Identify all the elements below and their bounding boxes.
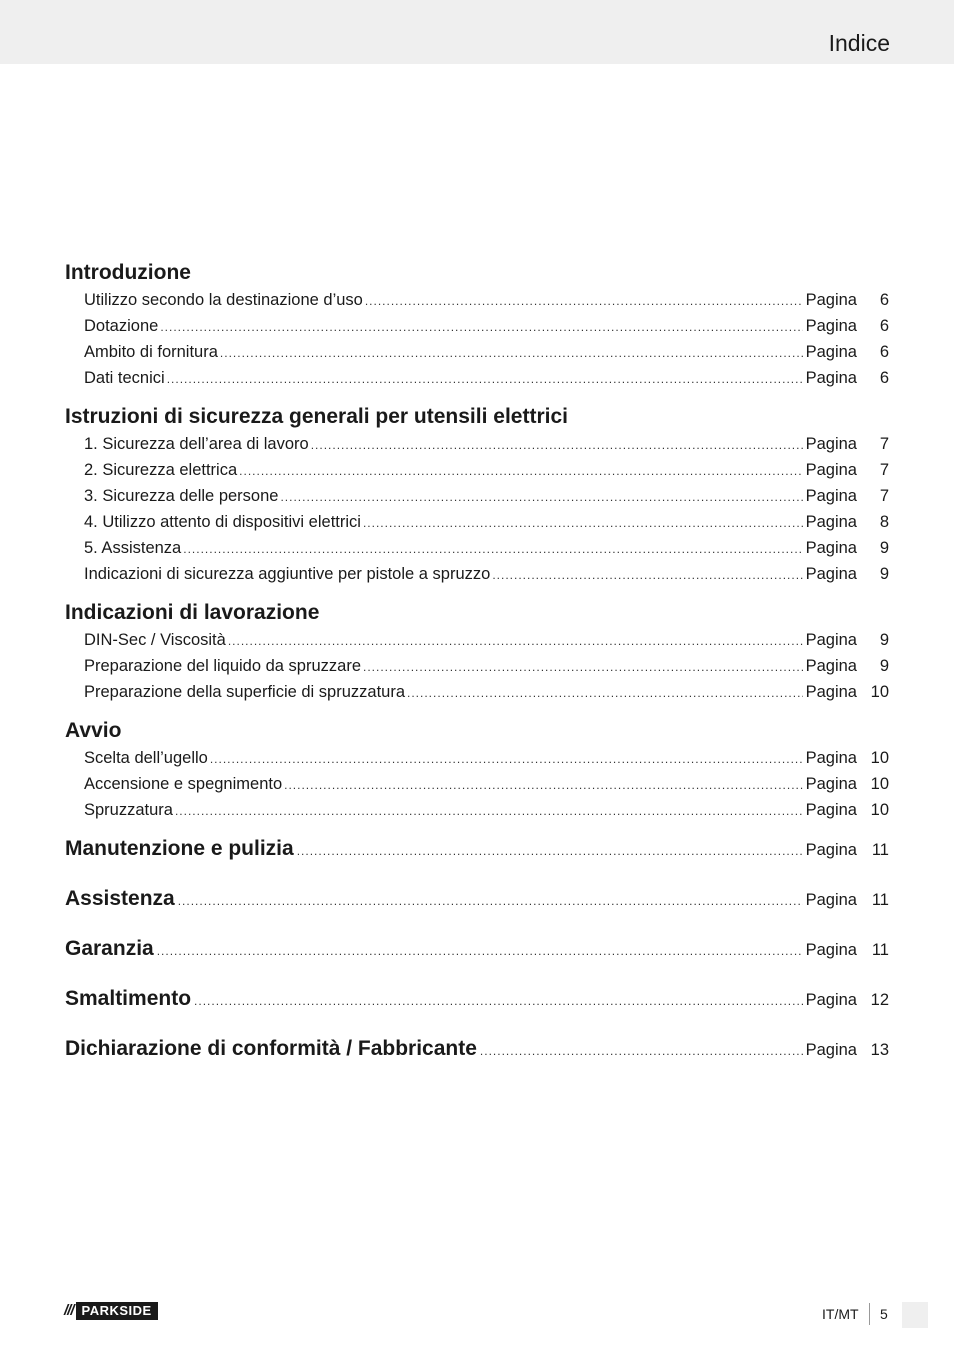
toc-entry-label: Accensione e spegnimento: [84, 775, 283, 793]
section-heading[interactable]: Indicazioni di lavorazione: [65, 601, 320, 624]
toc-entry-label: 5. Assistenza: [84, 539, 182, 557]
toc-main-entry-page: 11: [871, 891, 889, 909]
page-word: Pagina: [805, 841, 857, 859]
page-word: Pagina: [805, 991, 857, 1009]
section-heading[interactable]: Avvio: [65, 719, 122, 742]
section-spacer: [65, 916, 889, 934]
footer-page-number: 5: [880, 1306, 888, 1322]
parkside-logo: [64, 1302, 158, 1320]
page-word: Pagina: [805, 683, 857, 701]
toc-entry-page: 6: [879, 369, 889, 387]
dot-leader: [363, 655, 803, 680]
toc-entry-page: 7: [879, 461, 889, 479]
toc-section: [65, 258, 889, 392]
logo-slashes: ///: [64, 1302, 74, 1319]
toc-section: [65, 716, 889, 824]
dot-leader: [194, 986, 803, 1016]
page-word: Pagina: [805, 343, 857, 361]
toc-entry-label: Scelta dell’ugello: [84, 749, 208, 767]
toc-main-entry[interactable]: [65, 834, 889, 866]
toc-entry-page: 10: [870, 775, 889, 793]
logo-brand-text: PARKSIDE: [76, 1302, 158, 1320]
toc-entry[interactable]: [84, 366, 889, 392]
toc-main-entry[interactable]: [65, 1034, 889, 1066]
toc-entry[interactable]: [84, 628, 889, 654]
toc-entry-page: 10: [870, 683, 889, 701]
toc-entry-page: 6: [879, 317, 889, 335]
dot-leader: [157, 936, 803, 966]
toc-entry[interactable]: [84, 772, 889, 798]
page-word: Pagina: [805, 775, 857, 793]
toc-entry[interactable]: [84, 484, 889, 510]
dot-leader: [183, 537, 802, 562]
dot-leader: [407, 681, 803, 706]
dot-leader: [167, 367, 803, 392]
footer-language: IT/MT: [822, 1306, 859, 1322]
toc-entry-page: 6: [879, 343, 889, 361]
toc-entry-label: 2. Sicurezza elettrica: [84, 461, 238, 479]
toc-entry[interactable]: [84, 458, 889, 484]
toc-main-entry-label: Smaltimento: [65, 987, 192, 1010]
page-word: Pagina: [805, 657, 857, 675]
toc-entry-label: 4. Utilizzo attento di dispositivi elettrici: [84, 513, 361, 531]
footer-tab-marker: [902, 1302, 928, 1328]
footer-divider: [869, 1303, 870, 1325]
toc-main-entry-page: 11: [871, 841, 889, 859]
toc-entry-page: 9: [879, 631, 889, 649]
dot-leader: [311, 433, 803, 458]
toc-entry-page: 8: [879, 513, 889, 531]
toc-entry-page: 10: [870, 749, 889, 767]
page-word: Pagina: [805, 631, 857, 649]
section-spacer: [65, 706, 889, 716]
toc-entry-page: 9: [879, 657, 889, 675]
toc-main-entry-label: Assistenza: [65, 887, 175, 910]
section-spacer: [65, 824, 889, 834]
toc-entry-label: 3. Sicurezza delle persone: [84, 487, 279, 505]
page-word: Pagina: [805, 801, 857, 819]
page-word: Pagina: [805, 749, 857, 767]
toc-entry[interactable]: [84, 562, 889, 588]
toc-entry-label: Ambito di fornitura: [84, 343, 218, 361]
dot-leader: [492, 563, 802, 588]
toc-entry[interactable]: [84, 340, 889, 366]
toc-entry-label: Utilizzo secondo la destinazione d’uso: [84, 291, 363, 309]
toc-main-entry[interactable]: [65, 884, 889, 916]
toc-section: [65, 402, 889, 588]
toc-main-entry[interactable]: [65, 934, 889, 966]
toc-entry-page: 7: [879, 435, 889, 453]
page-word: Pagina: [805, 487, 857, 505]
dot-leader: [160, 315, 802, 340]
toc-entry-label: Indicazioni di sicurezza aggiuntive per pistole a spruzzo: [84, 565, 491, 583]
section-spacer: [65, 866, 889, 884]
dot-leader: [284, 773, 802, 798]
section-spacer: [65, 1016, 889, 1034]
toc-entry[interactable]: [84, 746, 889, 772]
section-heading[interactable]: Introduzione: [65, 261, 191, 284]
toc-entry-page: 9: [879, 565, 889, 583]
toc-entry-page: 7: [879, 487, 889, 505]
toc-entry[interactable]: [84, 432, 889, 458]
section-spacer: [65, 588, 889, 598]
toc-entry-label: 1. Sicurezza dell’area di lavoro: [84, 435, 309, 453]
page-word: Pagina: [805, 941, 857, 959]
toc-entry-label: Preparazione del liquido da spruzzare: [84, 657, 362, 675]
toc-main-entry-page: 13: [870, 1041, 889, 1059]
toc-main-entry-label: Manutenzione e pulizia: [65, 837, 294, 860]
toc-main-entry-label: Dichiarazione di conformità / Fabbricante: [65, 1037, 477, 1060]
dot-leader: [175, 799, 803, 824]
page-word: Pagina: [805, 539, 857, 557]
dot-leader: [210, 747, 803, 772]
toc-entry[interactable]: [84, 680, 889, 706]
page-word: Pagina: [805, 291, 857, 309]
page-word: Pagina: [805, 1041, 857, 1059]
toc-entry-label: DIN-Sec / Viscosità: [84, 631, 226, 649]
toc-main-entry-page: 12: [870, 991, 889, 1009]
toc-entry-page: 9: [879, 539, 889, 557]
page-word: Pagina: [805, 513, 857, 531]
toc-entry-page: 10: [870, 801, 889, 819]
page-word: Pagina: [805, 369, 857, 387]
page-word: Pagina: [805, 565, 857, 583]
toc-entry[interactable]: [84, 288, 889, 314]
dot-leader: [228, 629, 803, 654]
toc-entry-label: Spruzzatura: [84, 801, 173, 819]
section-heading[interactable]: Istruzioni di sicurezza generali per utensili elettrici: [65, 405, 568, 428]
dot-leader: [365, 289, 803, 314]
toc-entry-label: Preparazione della superficie di spruzzatura: [84, 683, 406, 701]
header-bar: [0, 0, 954, 64]
dot-leader: [480, 1036, 803, 1066]
toc-entry-label: Dati tecnici: [84, 369, 165, 387]
page-title: Indice: [828, 30, 890, 56]
toc-entry[interactable]: [84, 536, 889, 562]
toc-main-entry-page: 11: [871, 941, 889, 959]
toc-entry-page: 6: [879, 291, 889, 309]
dot-leader: [280, 485, 802, 510]
dot-leader: [363, 511, 803, 536]
dot-leader: [239, 459, 802, 484]
dot-leader: [178, 886, 803, 916]
page-word: Pagina: [805, 891, 857, 909]
toc-entry[interactable]: [84, 510, 889, 536]
toc-entry[interactable]: [84, 654, 889, 680]
toc-entry[interactable]: [84, 798, 889, 824]
toc-section: [65, 598, 889, 706]
dot-leader: [220, 341, 803, 366]
toc-entry[interactable]: [84, 314, 889, 340]
table-of-contents: [65, 258, 889, 1066]
dot-leader: [297, 836, 803, 866]
toc-main-entry-label: Garanzia: [65, 937, 154, 960]
section-spacer: [65, 392, 889, 402]
toc-main-entry[interactable]: [65, 984, 889, 1016]
toc-entry-label: Dotazione: [84, 317, 159, 335]
page-word: Pagina: [805, 435, 857, 453]
page-word: Pagina: [805, 461, 857, 479]
section-spacer: [65, 966, 889, 984]
page-word: Pagina: [805, 317, 857, 335]
